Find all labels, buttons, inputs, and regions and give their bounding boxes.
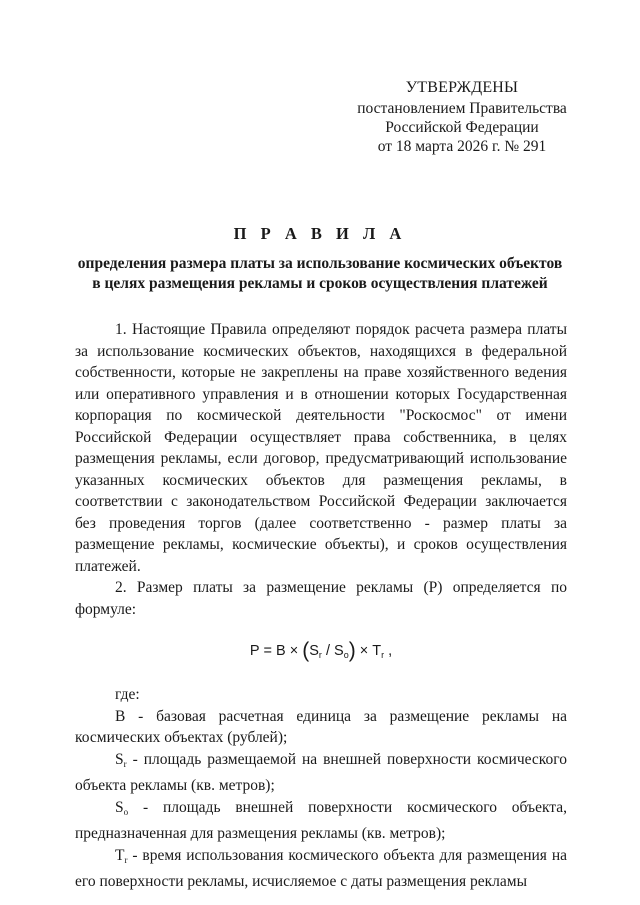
definition-sr xyxy=(75,749,567,797)
where-label: где: xyxy=(115,686,140,703)
definition-b xyxy=(75,706,567,749)
formula-close-paren: ) xyxy=(348,639,356,662)
title-subtitle xyxy=(60,254,580,293)
approval-line-2: Российской Федерации xyxy=(385,119,539,136)
definition-so-symbol: S xyxy=(115,798,124,816)
formula-times-1: × xyxy=(289,643,299,659)
title-main: П Р А В И Л А xyxy=(233,224,407,243)
definition-sr-text: - площадь размещаемой на внешней поверхности космического объекта рекламы (кв. метров); xyxy=(75,750,567,794)
definition-b-text: - базовая расчетная единица за размещение рекламы на космических объектах (рублей); xyxy=(75,707,567,746)
definition-sr-sub: r xyxy=(123,758,127,769)
document-title xyxy=(60,224,580,293)
definition-tr-text: - время использования космического объекта для размещения на его поверхности рекламы, исчисляемое с даты размещения рекламы xyxy=(75,846,568,890)
definition-tr-symbol: Т xyxy=(115,846,125,864)
definition-so xyxy=(75,797,567,845)
formula xyxy=(75,638,567,664)
definition-so-text: - площадь внешней поверхности космического объекта, предназначенная для размещения рекламы (кв. метров); xyxy=(75,798,567,842)
approval-line-3: от 18 марта 2026 г. № 291 xyxy=(377,138,547,155)
formula-s-r-sub: r xyxy=(318,650,322,660)
definition-tr xyxy=(75,845,567,893)
formula-times-2: × xyxy=(359,643,369,659)
document-body xyxy=(75,319,567,893)
paragraph-2: 2. Размер платы за размещение рекламы (Р) определяется по формуле: xyxy=(75,579,567,618)
paragraph-1: 1. Настоящие Правила определяют порядок расчета размера платы за использование космических объектов, находящихся в федеральной собственности, которые не закреплены на праве хозяйственного ведения или оперативного управления и в отношении которых Государственная корпорация по космической деятельности "Роскосмос" от имени Российской Федерации осуществляет права собственника, в целях размещения рекламы, если договор, предусматривающий использование указанных космических объектов для размещения рекламы, в соответствии с законодательством Российской Федерации заключается без проведения торгов (далее соответственно - размер платы за размещение рекламы, космические объекты), и сроков осуществления платежей. xyxy=(75,321,567,575)
formula-t-sub: r xyxy=(381,650,385,660)
title-subtitle-line-1: определения размера платы за использование космических объектов xyxy=(77,255,563,272)
definition-b-symbol: В xyxy=(115,707,126,725)
formula-slash: / xyxy=(325,643,330,659)
formula-s-o-sub: o xyxy=(343,650,349,660)
formula-lhs: Р = В xyxy=(249,643,286,659)
approval-header: УТВЕРЖДЕНЫ xyxy=(405,79,519,96)
formula-open-paren: ( xyxy=(302,639,310,662)
definition-sr-symbol: S xyxy=(115,750,124,768)
formula-tail: , xyxy=(388,643,393,659)
definition-tr-sub: r xyxy=(124,854,128,865)
formula-s-o: S xyxy=(334,643,344,659)
approval-line-1: постановлением Правительства xyxy=(357,100,567,117)
title-subtitle-line-2: в целях размещения рекламы и сроков осуществления платежей xyxy=(92,274,548,292)
definition-so-sub: o xyxy=(123,806,129,817)
formula-t: Т xyxy=(372,643,382,659)
approval-stamp xyxy=(330,78,594,156)
formula-s-r: S xyxy=(309,643,319,659)
